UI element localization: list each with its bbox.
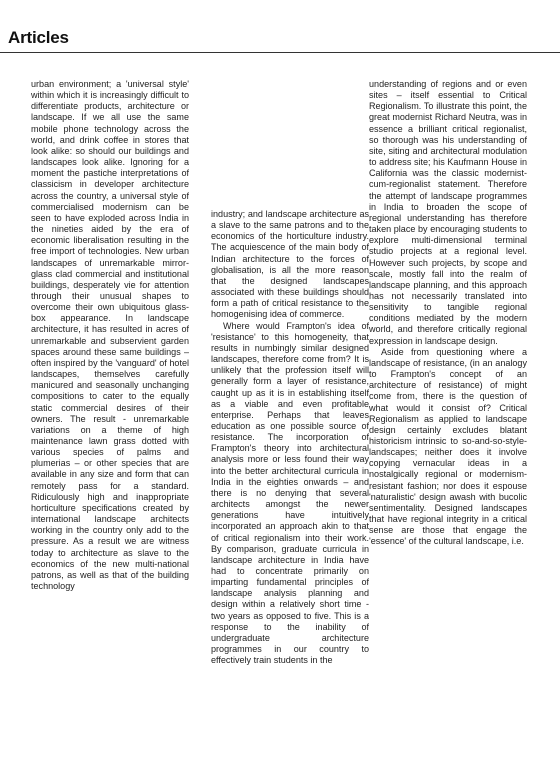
- section-title: Articles: [8, 28, 69, 47]
- page-header: [0, 22, 560, 56]
- paragraph: Where would Frampton's idea of 'resistance' to this homogeneity, that results in numbingly similar designed landscapes, therefore come from? It is unlikely that the profession itself will generally form a layer of resistance, caught up as it is in establishing itself as a viable and even profitable enterprise. Perhaps that leaves education as one possible source of resistance. The incorporation of Frampton's theory into architectural analysis more or less found their way into the better architectural curricula in India in the eighties onwards – and there is no denying that several architects amongst the newer generations have intuitively incorporated an approach akin to that of critical regionalism into their work. By comparison, graduate curricula in landscape architecture in India have had to concentrate primarily on imparting fundamental principles of landscape analysis planning and design within a relatively short time - two years as opposed to five. This is a response to the inability of undergraduate architecture programmes in our country to effectively train students in the: [211, 320, 369, 666]
- paragraph: Aside from questioning where a landscape of resistance, (in an analogy to Frampton's concept of an architecture of resistance) of might come from, there is the question of what would it consist of? Critical Regionalism as applied to landscape design certainly excludes blatant historicism intrinsic to so-and-so-style-landscapes; neither does it involve copying vernacular ideas in a nostalgically regional or modernism-resistant fashion; nor does it espouse 'naturalistic' design awash with bucolic sentimentality. Designed landscapes that have regional integrity in a critical sense are those that engage the 'essence' of the cultural landscape, i.e.: [369, 346, 527, 547]
- paragraph: urban environment; a 'universal style' within which it is increasingly difficult to differentiate products, architecture or landscape. If we all use the same mobile phone technology across the world, and drink coffee in stores that look alike: so should our buildings and landscapes look alike. Ignoring for a moment the pastiche interpretations of classicism in developer architecture across the country, a universal style of commercialised modernism can be seen to have exploded across India in the nineties aided by the era of economic liberalisation resulting in the free import of technologies. New urban landscapes of unremarkable mirror-glass clad commercial and institutional buildings, desperately vie for attention through their unusual shapes to overcome their own ubiquitous glass-box appearance. In landscape architecture, it has resulted in acres of unremarkable and subservient garden spaces around these same buildings – often inspired by the 'vanguard' of hotel landscapes, themselves carefully manicured and seasonally unchanging compositions to cater to the equally static commercial desires of their owners. The result - unremarkable variations on a theme of high maintenance lawn grass dotted with various species of palms and plumerias – or other species that are available in any size and form that can remotely pass for a standard. Ridiculously high and inappropriate horticulture specifications created by international landscape architects working in the country only add to the pressure. As a result we are witness today to architecture as slave to the economics of the new multi-national patrons, as well as that of the building technology: [31, 79, 189, 592]
- header-rule: [0, 52, 560, 53]
- paragraph: understanding of regions and or even sites – itself essential to Critical Regionalism. To illustrate this point, the great modernist Richard Neutra, was in essence a brilliant critical regionalist, so thorough was his understanding of site, siting and architectural modulation to address site; his Kaufmann House in California was the classic modernist-cum-regionalist statement. Therefore the attempt of landscape programmes in India to broaden the scope of regional understanding has therefore taken place by encouraging students to explore multi-dimensional terminal studio projects at a regional level. However such projects, by scope and scale, mostly fall into the realm of landscape planning, and this approach has not necessarily translated into sensitivity to tangible regional conditions mediated by the modern world, and therefore critically regional expression in landscape design.: [369, 79, 527, 346]
- text-column-2: [211, 209, 369, 759]
- paragraph: industry; and landscape architecture as a slave to the same patrons and to the economics of the horticulture industry. The acquiescence of the main body of Indian architecture to the forces of globalisation, is all the more reason that the designed landscapes associated with these buildings should form a path of critical resistance to the homogenising idea of commerce.: [211, 209, 369, 320]
- text-column-1: [31, 79, 189, 759]
- text-column-3: [369, 79, 527, 759]
